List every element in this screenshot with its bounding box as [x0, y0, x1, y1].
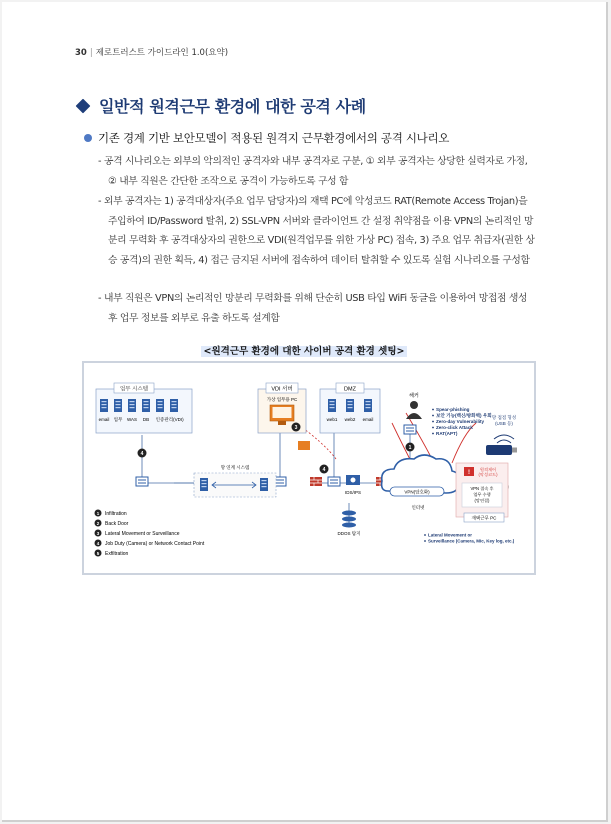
dmz-title: DMZ: [344, 386, 356, 393]
legend-text: Exfiltration: [105, 551, 129, 557]
dash-item-3: - 내부 직원은 VPN의 논리적인 망분리 무력화를 위해 단순히 USB 타입 WiFi 동글을 이용하여 망접점 생성 후 업무 정보를 외부로 유출 하도록 설계함: [98, 293, 528, 324]
dash-item-2: - 외부 공격자는 1) 공격대상자(주요 업무 담당자)의 재택 PC에 악성코드 RAT(Remote Access Trojan)을 주입하여 ID/Password 탈취, 2) SSL-VPN 서버와 클라이언트 간 설정 취약점을 이용 VPN의 논리적인 망분리 무력화 후 공격대상자의 권한으로 VDI(원격업무를 위한 가상 PC) 접속, 3) 주요 업무 취급자(권한 상승 공격)의 권한 획득, 4) 접근 금지된 서버에 접속하여 데이터 탈취할 수 있도록 실험 시나리오를 구성함: [98, 196, 535, 266]
figure-caption: <원격근무 환경에 대한 사이버 공격 환경 셋팅>: [2, 343, 606, 357]
biz-server-label: 관리(VDI): [164, 417, 184, 422]
dmz-server-label: web1: [326, 417, 338, 422]
doc-title: 제로트러스트 가이드라인 1.0(요약): [95, 48, 229, 58]
svg-text:3: 3: [294, 425, 298, 431]
page-header: [75, 46, 228, 58]
network-diagram: [82, 361, 536, 575]
threat-item: RAT(APT): [436, 431, 458, 436]
vdi-gateway-icon: [298, 441, 310, 450]
biz-server-label: email: [98, 417, 110, 422]
usb-label: 망 접점 형성: [491, 415, 517, 420]
threat-item: Spear-phishing: [436, 407, 470, 412]
legend-num: 2: [96, 521, 100, 526]
biz-server-label: 인증: [155, 417, 165, 422]
legend-num: 1: [96, 511, 100, 516]
dmz-server-label: web2: [344, 417, 356, 422]
malware-label: 원격제어: [479, 467, 497, 472]
vdi-label: 가상 업무용 PC: [266, 397, 298, 402]
threat-item: Zero-day Vulnerability: [436, 419, 485, 424]
page-number: 30: [75, 48, 87, 58]
legend-text: Infiltration: [105, 511, 127, 517]
legend-text: Job Duty (Camera) or Network Contact Point: [105, 541, 205, 547]
svg-text:!: !: [468, 470, 470, 476]
threat-item: Zero-click Attack: [436, 425, 473, 430]
home-pc-label: 재택근무 PC: [471, 515, 497, 521]
circle-bullet-icon: [84, 134, 92, 142]
hacker-label: 해커: [409, 393, 419, 399]
bullet-item: [84, 130, 449, 146]
document-page: [2, 2, 608, 822]
remote-threat-item: Lateral Movement or: [428, 532, 473, 538]
ids-label: IDS/IPS: [344, 490, 362, 495]
legend-num: 5: [96, 551, 100, 556]
vpn-label: VPN(암호화): [404, 489, 430, 495]
wifi-icon: [494, 435, 514, 443]
usb-label: (USB 등): [495, 421, 513, 426]
section-heading: [76, 94, 366, 117]
vpn-client-label: (망연결): [474, 498, 490, 503]
vpn-client-label: 업무 수행: [473, 492, 491, 497]
dash-item-1: - 공격 시나리오는 외부의 악의적인 공격자와 내부 공격자로 구분, ① 외부 공격자는 상당한 실력자로 가정, ② 내부 직원은 간단한 조작으로 공격이 가능하도록 구성 함: [98, 156, 528, 187]
vpn-client-label: VPN 접속 후: [470, 486, 494, 491]
malware-label: (악성코드): [478, 472, 498, 477]
svg-text:1: 1: [408, 445, 412, 451]
legend-num: 3: [96, 531, 100, 536]
svg-text:4: 4: [322, 467, 326, 473]
dmz-server-label: email: [362, 417, 374, 422]
square-bullet-icon: [76, 98, 91, 113]
header-separator: |: [89, 48, 93, 58]
usb-dongle-icon: [486, 445, 512, 455]
ddos-label: DDOS 탐지: [337, 531, 361, 536]
hacker-icon: [410, 401, 418, 409]
legend-num: 4: [96, 541, 100, 546]
section-title: 일반적 원격근무 환경에 대한 공격 사례: [99, 97, 366, 116]
separation-label: 망 연계 시스템: [220, 465, 250, 470]
threat-item: 보안 기능(백신/방화벽) 우회: [436, 413, 492, 418]
ddos-icon: [342, 511, 356, 516]
biz-server-label: DB: [142, 417, 150, 422]
legend-text: Lateral Movement or Surveillance: [105, 531, 180, 537]
vdi-title: VDI 서버: [271, 386, 293, 393]
remote-threat-item: Surveillance (Camera, Mic, Key log, etc.): [428, 538, 515, 544]
svg-text:4: 4: [140, 451, 144, 457]
biz-server-label: 업무: [113, 417, 123, 422]
business-system-title: 업무 시스템: [119, 386, 149, 393]
internet-label: 인터넷: [411, 505, 425, 510]
legend-text: Back Door: [105, 521, 129, 527]
bullet-text: 기존 경계 기반 보안모델이 적용된 원격지 근무환경에서의 공격 시나리오: [98, 131, 450, 145]
biz-server-label: WAS: [126, 417, 138, 422]
